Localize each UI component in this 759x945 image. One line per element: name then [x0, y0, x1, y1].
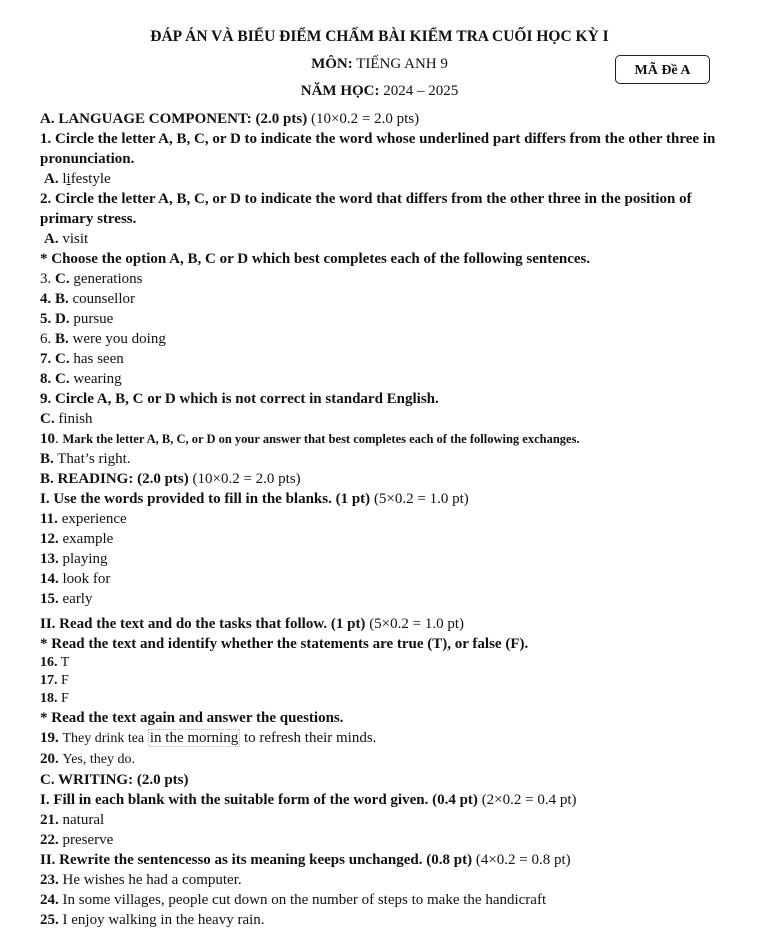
answer-22: 22. preserve — [40, 832, 114, 848]
answer-13: 13. playing — [40, 551, 108, 567]
answer-content — [40, 109, 720, 930]
year-label: NĂM HỌC: — [300, 83, 380, 99]
writing-part-2-heading: II. Rewrite the sentencesso as its meaning keeps unchanged. (0.8 pt) (4×0.2 = 0.8 pt) — [40, 852, 571, 868]
subject-value: TIẾNG ANH 9 — [356, 56, 448, 72]
choose-heading: * Choose the option A, B, C or D which best completes each of the following sentences. — [40, 251, 591, 267]
answer-11: 11. experience — [40, 511, 127, 527]
answer-9: C. finish — [40, 411, 93, 427]
question-2-prompt: 2. Circle the letter A, B, C, or D to indicate the word that differs from the other three in the position of primary stress. — [40, 191, 692, 227]
reading-part-1-heading: I. Use the words provided to fill in the blanks. (1 pt) (5×0.2 = 1.0 pt) — [40, 491, 469, 507]
answer-4: 4. B. counsellor — [40, 291, 135, 307]
answer-23: 23. He wishes he had a computer. — [40, 872, 242, 888]
answer-15: 15. early — [40, 591, 93, 607]
answer-12: 12. example — [40, 531, 114, 547]
question-10-prompt: 10. Mark the letter A, B, C, or D on your answer that best completes each of the following exchanges. — [40, 431, 580, 447]
writing-part-1-heading: I. Fill in each blank with the suitable form of the word given. (0.4 pt) (2×0.2 = 0.4 pt) — [40, 792, 577, 808]
question-9-prompt: 9. Circle A, B, C or D which is not correct in standard English. — [40, 391, 439, 407]
question-1-prompt: 1. Circle the letter A, B, C, or D to indicate the word whose underlined part differs from the other three in pronunciation. — [40, 131, 716, 167]
true-false-heading: * Read the text and identify whether the statements are true (T), or false (F). — [40, 636, 529, 652]
exam-code-box: MÃ Đề A — [615, 55, 710, 84]
school-year-line — [0, 83, 759, 100]
reading-part-2-heading: II. Read the text and do the tasks that follow. (1 pt) (5×0.2 = 1.0 pt) — [40, 616, 465, 632]
answer-2: A. visit — [44, 231, 89, 247]
section-b-heading: B. READING: (2.0 pts) (10×0.2 = 2.0 pts) — [40, 471, 301, 487]
answer-3: 3. C. generations — [40, 271, 143, 287]
answer-25: 25. I enjoy walking in the heavy rain. — [40, 912, 265, 928]
answer-5: 5. D. pursue — [40, 311, 114, 327]
answer-21: 21. natural — [40, 812, 105, 828]
answer-17: 17. F — [40, 673, 69, 688]
year-value: 2024 – 2025 — [383, 83, 459, 99]
answer-14: 14. look for — [40, 571, 111, 587]
subject-label: MÔN: — [311, 56, 353, 72]
section-a-heading: A. LANGUAGE COMPONENT: (2.0 pts) (10×0.2 = 2.0 pts) — [40, 111, 420, 127]
answer-18: 18. F — [40, 691, 69, 706]
questions-heading: * Read the text again and answer the questions. — [40, 710, 344, 726]
answer-1: A. lifestyle — [44, 171, 111, 187]
answer-6: 6. B. were you doing — [40, 331, 166, 347]
answer-16: 16. T — [40, 655, 70, 670]
document-title: ĐÁP ÁN VÀ BIỂU ĐIỂM CHẤM BÀI KIỂM TRA CUỐI HỌC KỲ I — [150, 28, 609, 45]
answer-10: B. That’s right. — [40, 451, 131, 467]
section-c-heading: C. WRITING: (2.0 pts) — [40, 772, 189, 788]
answer-19: 19. They drink tea in the morning to refresh their minds. — [40, 730, 377, 746]
answer-24: 24. In some villages, people cut down on the number of steps to make the handicraft — [40, 892, 547, 908]
answer-7: 7. C. has seen — [40, 351, 124, 367]
answer-20: 20. Yes, they do. — [40, 751, 135, 767]
answer-8: 8. C. wearing — [40, 371, 122, 387]
